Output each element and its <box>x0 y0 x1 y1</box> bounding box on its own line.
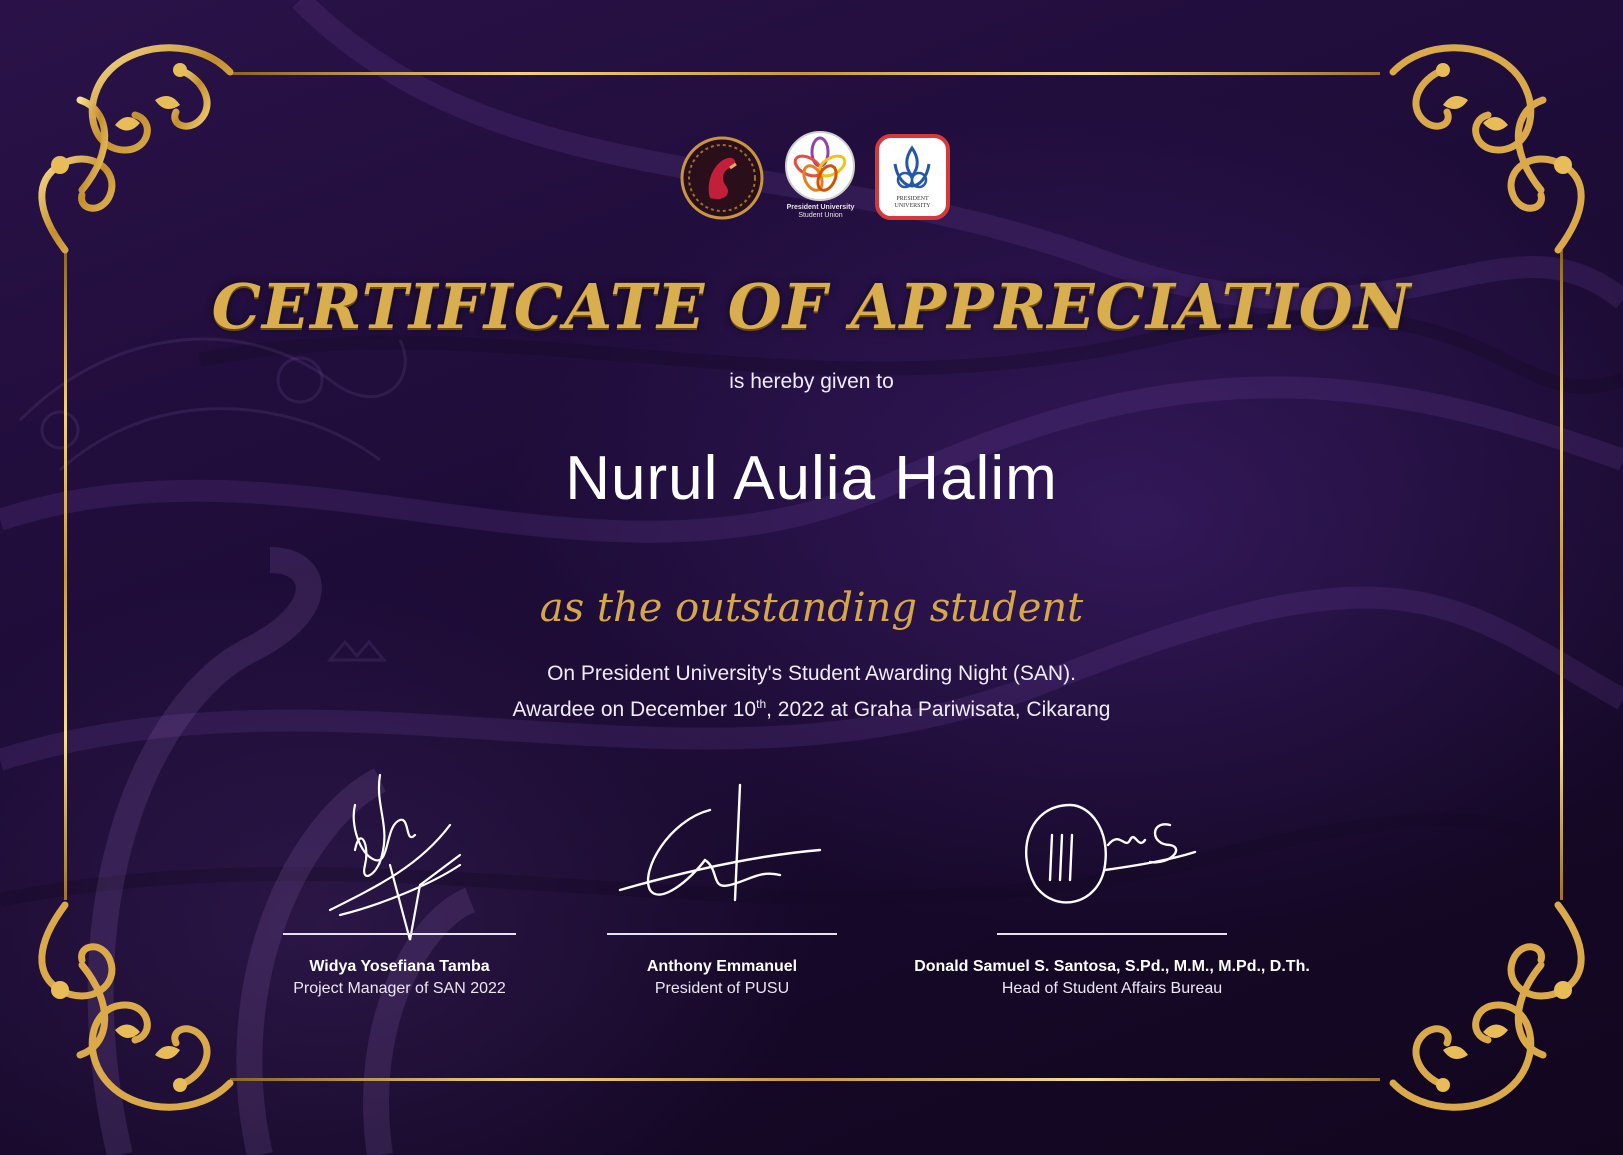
pu-caption-line-2: UNIVERSITY <box>894 203 931 209</box>
pusu-caption-line-1: President University <box>786 204 855 211</box>
signature-1-handwriting <box>320 765 470 945</box>
signatory-3-name: Donald Samuel S. Santosa, S.Pd., M.M., M.Pd., D.Th. <box>914 958 1310 975</box>
pu-caption-line-1: PRESIDENT <box>896 196 929 202</box>
event-date-location <box>0 697 1623 722</box>
corner-ornament-bottom-right <box>1373 895 1603 1125</box>
pusu-caption-line-2: Student Union <box>798 212 843 219</box>
signature-2-line <box>607 933 837 935</box>
signatory-3-role: Head of Student Affairs Bureau <box>1001 980 1223 997</box>
event-date-suffix-sup: th <box>756 697 767 711</box>
pusu-logo <box>783 130 858 230</box>
corner-ornament-bottom-left <box>20 895 250 1125</box>
president-university-logo <box>875 134 950 220</box>
corner-ornament-top-right <box>1373 30 1603 260</box>
pusu-lotus-icon <box>783 130 858 202</box>
signature-1-line <box>283 933 516 935</box>
frame-right-border <box>1560 250 1563 900</box>
signature-3-handwriting <box>1010 790 1200 920</box>
san-crest-logo <box>680 136 764 220</box>
signatory-2-role: President of PUSU <box>654 980 790 997</box>
frame-bottom-border <box>230 1078 1380 1081</box>
certificate-title: CERTIFICATE OF APPRECIATION <box>211 270 1412 343</box>
corner-ornament-top-left <box>20 30 250 260</box>
recipient-name: Nurul Aulia Halim <box>565 444 1058 513</box>
given-to-text: is hereby given to <box>729 370 894 393</box>
signatory-2-name: Anthony Emmanuel <box>646 958 798 975</box>
award-reason: as the outstanding student <box>539 585 1084 631</box>
signatory-1-role: Project Manager of SAN 2022 <box>293 980 506 997</box>
pu-caption <box>875 196 950 210</box>
frame-left-border <box>64 250 67 900</box>
event-date-prefix: Awardee on December 10 <box>512 698 757 721</box>
frame-top-border <box>230 72 1380 75</box>
event-description: On President University's Student Awarding Night (SAN). <box>547 662 1076 685</box>
pusu-caption <box>773 204 868 220</box>
logo-row <box>680 130 955 230</box>
signature-2-handwriting <box>610 780 830 920</box>
signatory-1-name: Widya Yosefiana Tamba <box>309 958 490 975</box>
signature-3-line <box>997 933 1227 935</box>
event-date-location-suffix: , 2022 at Graha Pariwisata, Cikarang <box>766 698 1111 721</box>
